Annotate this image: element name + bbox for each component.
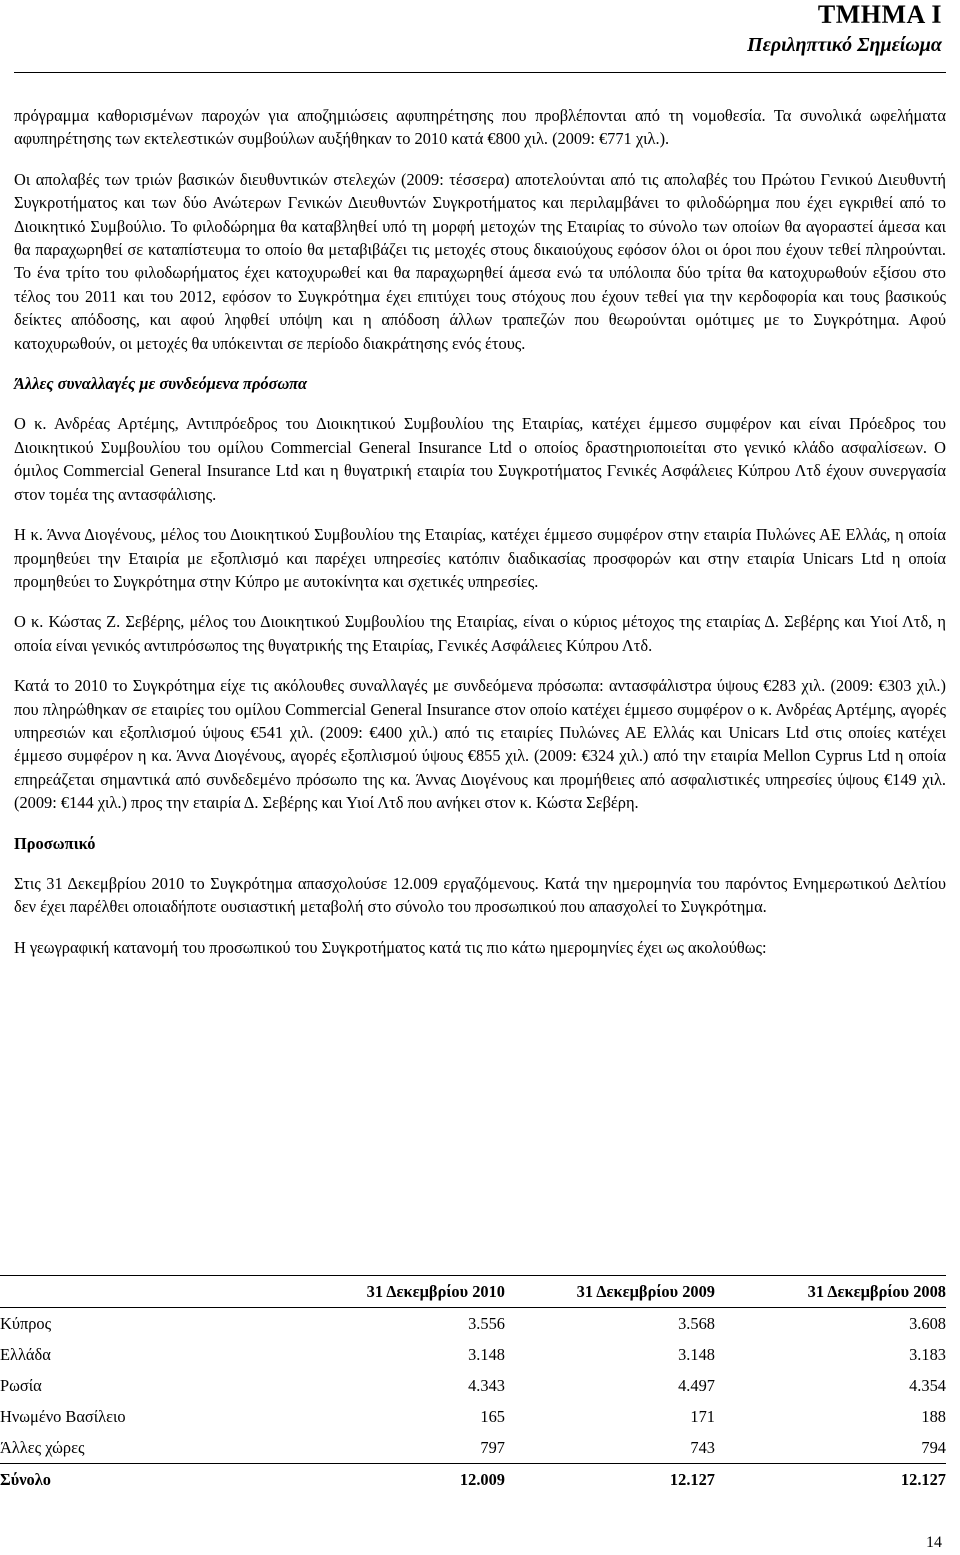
paragraph-geographic-distribution: Η γεωγραφική κατανομή του προσωπικού του Συγκροτήματος κατά τις πιο κάτω ημερομηνίες έχει ως ακολούθως: bbox=[14, 937, 767, 957]
row-label: Ηνωμένο Βασίλειο bbox=[0, 1407, 126, 1426]
column-header-2008: 31 Δεκεμβρίου 2008 bbox=[807, 1282, 946, 1301]
table-row bbox=[0, 1370, 946, 1401]
cell-2009: 743 bbox=[690, 1438, 715, 1457]
table-header-row bbox=[0, 1276, 946, 1308]
row-label: Ελλάδα bbox=[0, 1345, 51, 1364]
total-2010: 12.009 bbox=[459, 1470, 505, 1489]
cell-2009: 3.148 bbox=[678, 1345, 715, 1364]
cell-2010: 4.343 bbox=[468, 1376, 505, 1395]
total-2008: 12.127 bbox=[900, 1470, 946, 1489]
heading-personnel: Προσωπικό bbox=[14, 833, 96, 853]
column-header-2010: 31 Δεκεμβρίου 2010 bbox=[366, 1282, 505, 1301]
cell-2009: 171 bbox=[690, 1407, 715, 1426]
cell-2008: 3.608 bbox=[909, 1314, 946, 1333]
header-rule bbox=[14, 72, 946, 73]
table-total-row bbox=[0, 1464, 946, 1496]
document-body bbox=[14, 104, 946, 976]
table-row bbox=[0, 1339, 946, 1370]
paragraph-transactions-2010: Κατά το 2010 το Συγκρότημα είχε τις ακόλουθες συναλλαγές με συνδεόμενα πρόσωπα: αντασφάλιστρα ύψους €283 χιλ. (2009: €303 χιλ.) που πληρώθηκαν σε εταιρίες του ομίλου Commercial General Insurance στον οποίο κατέχει έμμεσο συμφέρον ο κ. Ανδρέας Αρτέμης, αγορές υπηρεσιών και εξοπλισμού ύψους €541 χιλ. (2009: €400 χιλ.) από τις εταιρίες Πυλώνες ΑΕ Ελλάς και Unicars Ltd στις οποίες κατέχει έμμεσο συμφέρον η κα. Άννα Διογένους, αγορές εξοπλισμού ύψους €855 χιλ. (2009: €324 χιλ.) από την εταιρία Mellon Cyprus Ltd η οποία επηρεάζεται σημαντικά από συνδεδεμένο πρόσωπο της κα. Άννας Διογένους και προμήθειες από ασφαλιστικές υπηρεσίες ύψους €149 χιλ. (2009: €144 χιλ.) προς την εταιρία Δ. Σεβέρης και Υιοί Λτδ που ανήκει στον κ. Κώστα Σεβέρη. bbox=[14, 676, 946, 813]
cell-2010: 3.148 bbox=[468, 1345, 505, 1364]
cell-2009: 3.568 bbox=[678, 1314, 715, 1333]
paragraph-artemis: Ο κ. Ανδρέας Αρτέμης, Αντιπρόεδρος του Διοικητικού Συμβουλίου της Εταιρίας, κατέχει έμμεσο συμφέρον και είναι Πρόεδρος του Διοικητικού Συμβουλίου του ομίλου Commercial General Insurance Ltd ο οποίος δραστηριοποιείται στο γενικό κλάδο ασφαλίσεων. Ο όμιλος Commercial General Insurance Ltd και η θυγατρική εταιρία του Συγκροτήματος Γενικές Ασφάλειες Κύπρου Λτδ έχουν συνεργασία στον τομέα της αντασφάλισης. bbox=[14, 414, 946, 504]
cell-2010: 797 bbox=[480, 1438, 505, 1457]
section-title: ΤΜΗΜΑ Ι bbox=[817, 0, 942, 29]
paragraph-retirement-benefits: πρόγραμμα καθορισμένων παροχών για αποζημιώσεις αφυπηρέτησης που προβλέπονται από τη νομοθεσία. Τα συνολικά ωφελήματα αφυπηρέτησης των εκτελεστικών συμβούλων αυξήθηκαν το 2010 κατά €800 χιλ. (2009: €771 χιλ.). bbox=[14, 106, 946, 149]
row-label: Κύπρος bbox=[0, 1314, 52, 1333]
table-row bbox=[0, 1432, 946, 1464]
total-label: Σύνολο bbox=[0, 1470, 51, 1489]
cell-2009: 4.497 bbox=[678, 1376, 715, 1395]
column-header-country bbox=[0, 1276, 250, 1308]
cell-2010: 3.556 bbox=[468, 1314, 505, 1333]
paragraph-employees: Στις 31 Δεκεμβρίου 2010 το Συγκρότημα απασχολούσε 12.009 εργαζόμενους. Κατά την ημερομηνία του παρόντος Ενημερωτικού Δελτίου δεν έχει παρέλθει οποιαδήποτε ουσιαστική μεταβολή στο σύνολο του προσωπικού που απασχολεί το Συγκρότημα. bbox=[14, 873, 946, 917]
cell-2008: 794 bbox=[921, 1438, 946, 1457]
cell-2008: 4.354 bbox=[909, 1376, 946, 1395]
paragraph-severis: Ο κ. Κώστας Ζ. Σεβέρης, μέλος του Διοικητικού Συμβουλίου της Εταιρίας, είναι ο κύριος μέτοχος της εταιρίας Δ. Σεβέρης και Υιοί Λτδ, η οποία είναι γενικός αντιπρόσωπος της θυγατρικής της Εταιρίας, Γενικές Ασφάλειες Κύπρου Λτδ. bbox=[14, 612, 946, 655]
paragraph-executive-remuneration: Οι απολαβές των τριών βασικών διευθυντικών στελεχών (2009: τέσσερα) αποτελούνται από τις απολαβές του Πρώτου Γενικού Διευθυντή Συγκροτήματος και των δύο Ανώτερων Γενικών Διευθυντών Συγκροτήματος και περιλαμβάνει το φιλοδώρημα που έχει εγκριθεί από το Διοικητικό Συμβούλιο. Το φιλοδώρημα θα καταβληθεί υπό τη μορφή μετοχών της Εταιρίας το σύνολο των οποίων θα αγοραστεί άμεσα και θα παραχωρηθεί σε καταπίστευμα το οποίο θα μεταβιβάζει τις μετοχές στους δικαιούχους εφόσον όλοι οι όροι που έχουν τεθεί πληρούνται. Το ένα τρίτο του φιλοδωρήματος έχει κατοχυρωθεί και θα παραχωρηθεί άμεσα ενώ τα υπόλοιπα δύο τρίτα θα κατοχυρωθούν εξίσου στο τέλος του 2011 και του 2012, εφόσον το Συγκρότημα έχει επιτύχει τους στόχους που έχουν τεθεί για την κερδοφορία και τους βασικούς δείκτες απόδοσης, και αφού ληφθεί υπόψη και η απόδοση άλλων τραπεζών που θεωρούνται ομότιμες με το Συγκρότημα. Αφού κατοχυρωθούν, οι μετοχές θα υπόκεινται σε περίοδο διακράτησης ενός έτους. bbox=[14, 169, 946, 353]
page-header bbox=[747, 0, 942, 60]
heading-related-party-transactions: Άλλες συναλλαγές με συνδεόμενα πρόσωπα bbox=[14, 374, 308, 394]
column-header-2009: 31 Δεκεμβρίου 2009 bbox=[576, 1282, 715, 1301]
paragraph-diogenous: Η κ. Άννα Διογένους, μέλος του Διοικητικού Συμβουλίου της Εταιρίας, κατέχει έμμεσο συμφέρον στην εταιρία Πυλώνες ΑΕ Ελλάς, η οποία προμηθεύει την Εταιρία με εξοπλισμό και παρέχει υπηρεσίες κατόπιν διαδικασίας προσφορών και στην εταιρία Unicars Ltd η οποία προμηθεύει το Συγκρότημα στην Κύπρο με αυτοκίνητα και σχετικές υπηρεσίες. bbox=[14, 525, 946, 591]
staff-distribution-table bbox=[0, 1275, 946, 1495]
cell-2008: 3.183 bbox=[909, 1345, 946, 1364]
row-label: Ρωσία bbox=[0, 1376, 42, 1395]
page-number: 14 bbox=[926, 1534, 942, 1551]
cell-2008: 188 bbox=[921, 1407, 946, 1426]
table-row bbox=[0, 1308, 946, 1340]
table-row bbox=[0, 1401, 946, 1432]
cell-2010: 165 bbox=[480, 1407, 505, 1426]
total-2009: 12.127 bbox=[669, 1470, 715, 1489]
row-label: Άλλες χώρες bbox=[0, 1438, 85, 1457]
section-subtitle: Περιληπτικό Σημείωμα bbox=[747, 34, 942, 56]
